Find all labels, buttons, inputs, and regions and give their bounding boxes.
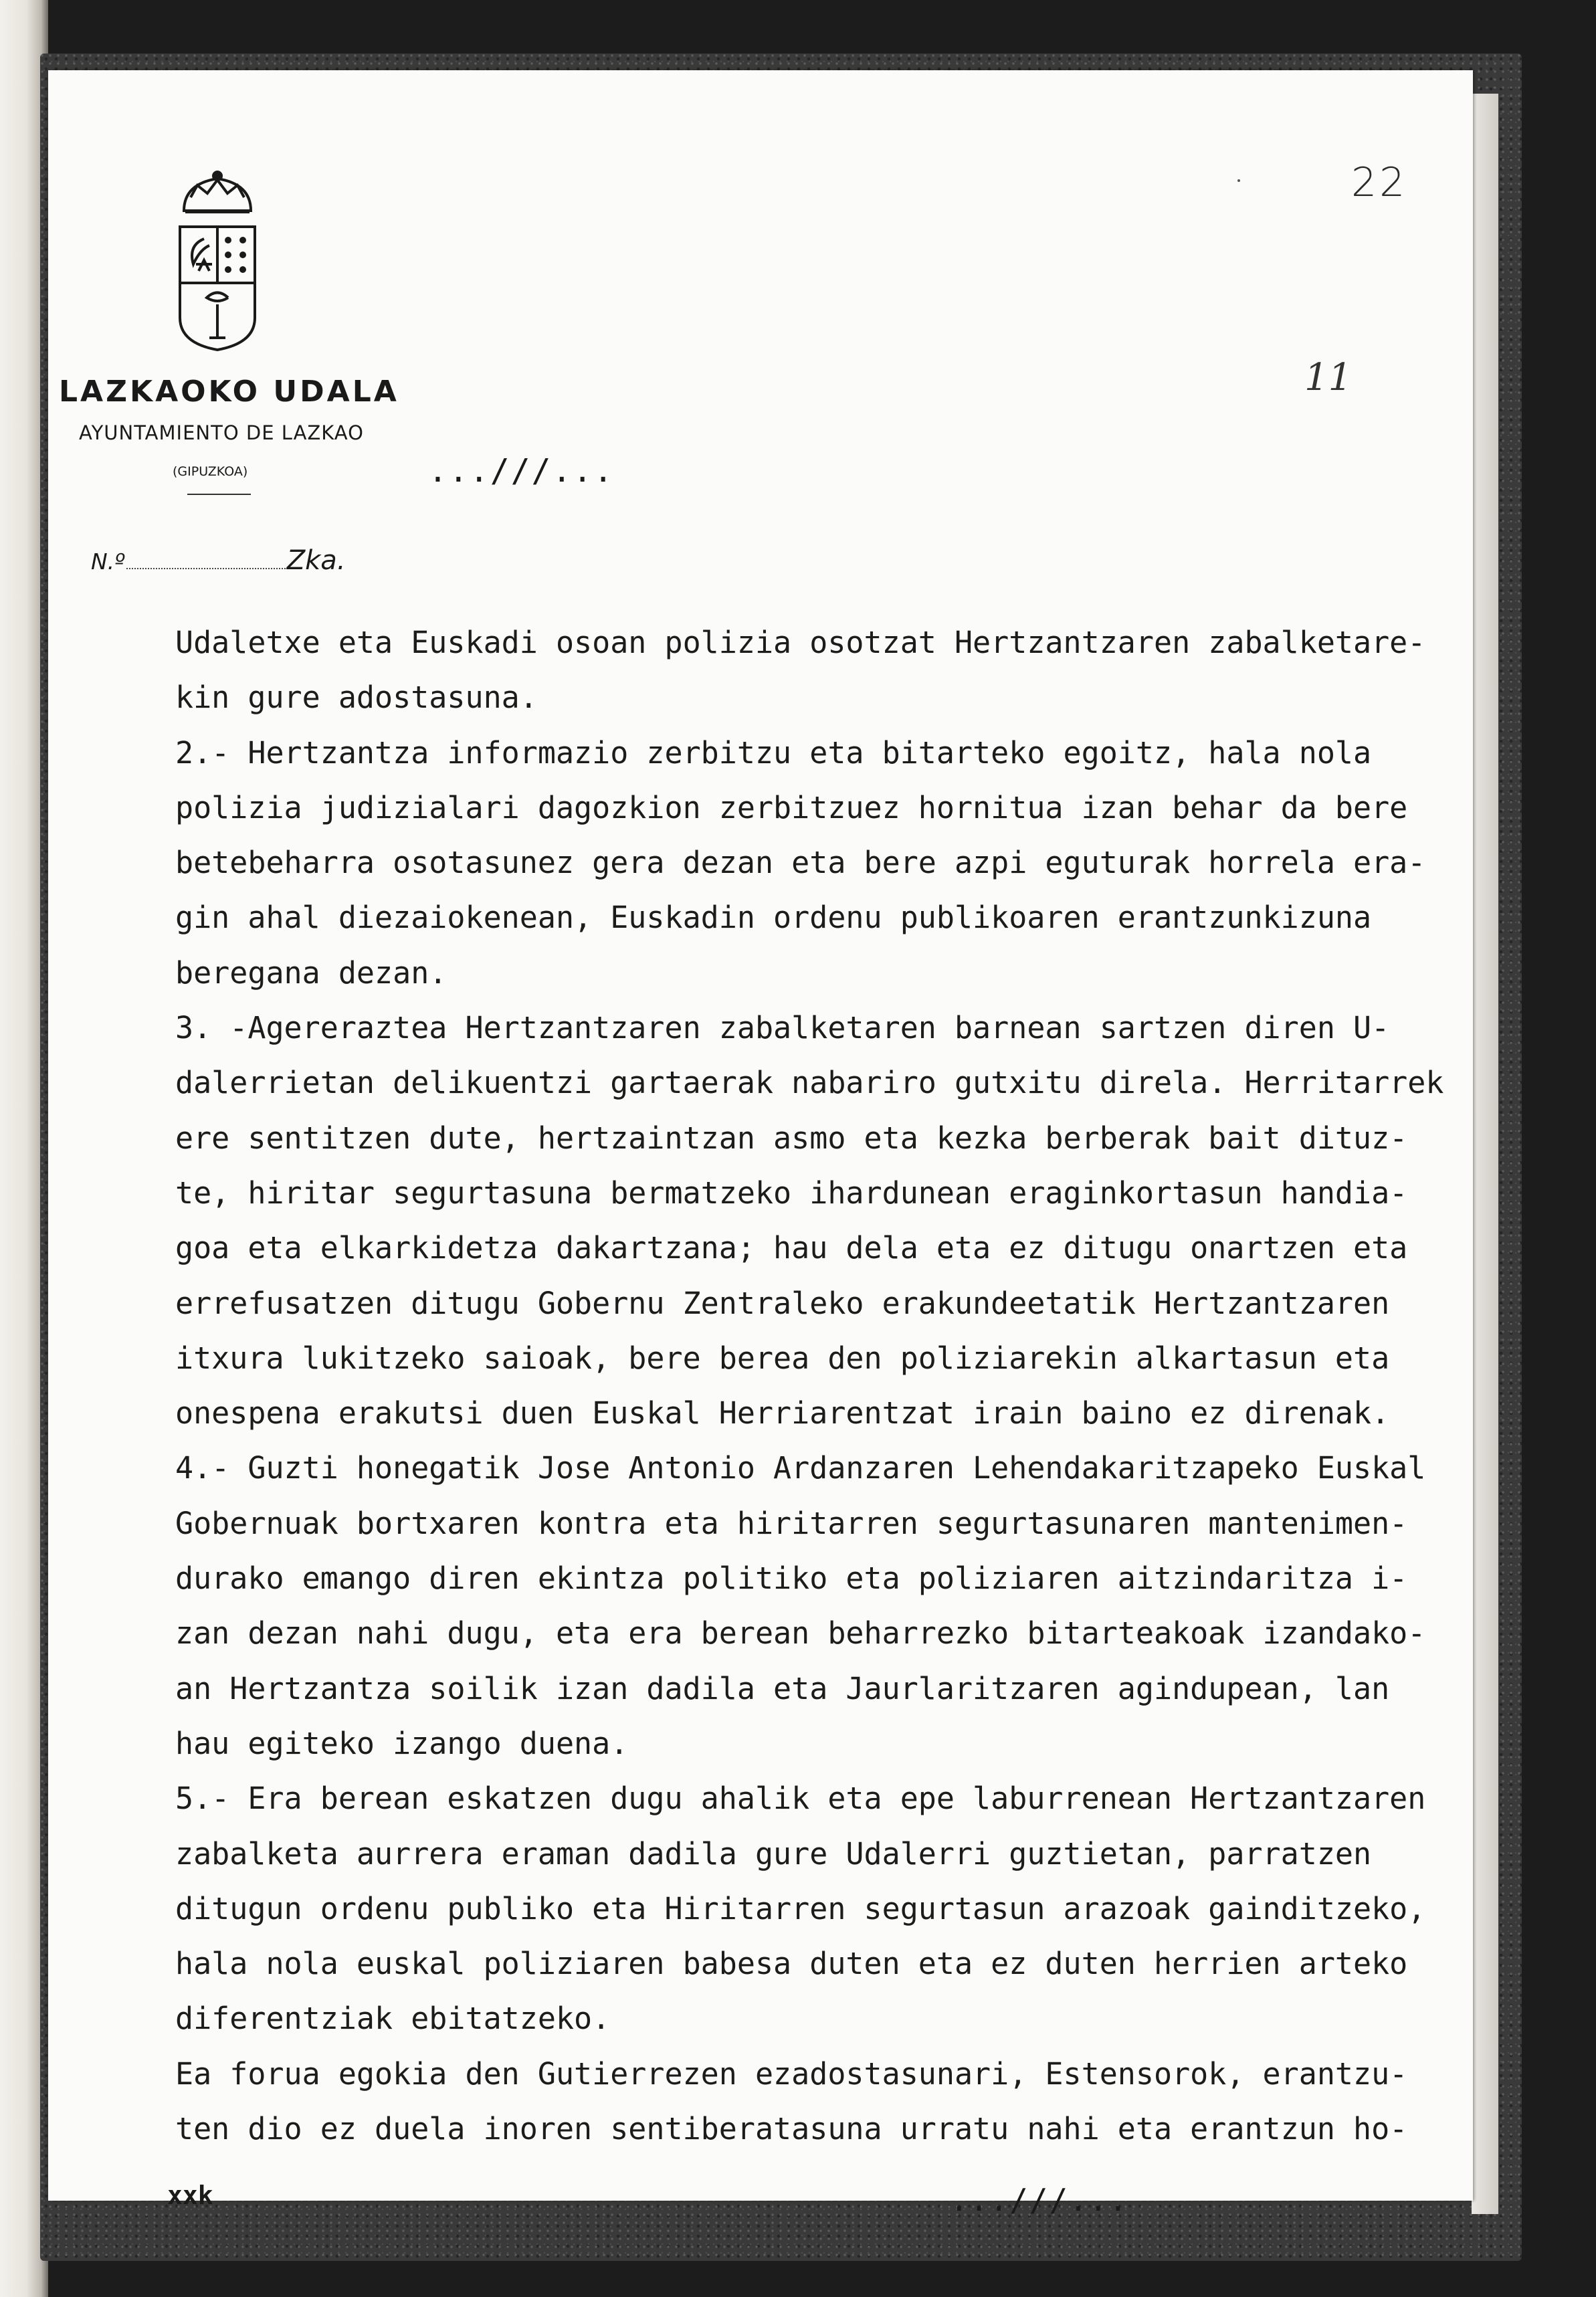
- number-label: N.º: [91, 548, 125, 575]
- body-line: durako emango diren ekintza politiko eta poliziaren aitzindaritza i-: [175, 1561, 1408, 1597]
- body-line: 3. -Agereraztea Hertzantzaren zabalketaren barnean sartzen diren U-: [175, 1010, 1390, 1046]
- body-line: errefusatzen ditugu Gobernu Zentraleko erakundeetatik Hertzantzaren: [175, 1285, 1390, 1321]
- body-line: dalerrietan delikuentzi gartaerak nabariro gutxitu direla. Herritarrek: [175, 1065, 1444, 1101]
- body-line: itxura lukitzeko saioak, bere berea den poliziarekin alkartasun eta: [175, 1340, 1390, 1376]
- number-suffix: Zka.: [286, 545, 346, 576]
- body-line: onespena erakutsi duen Euskal Herriarentzat irain baino ez direnak.: [175, 1395, 1390, 1431]
- body-text: [175, 615, 1460, 2157]
- continuation-marker-bottom: ...///...: [950, 2182, 1129, 2218]
- body-line: Ea forua egokia den Gutierrezen ezadostasunari, Estensorok, erantzu-: [175, 2056, 1408, 2092]
- footer-code: xxk: [167, 2181, 213, 2210]
- number-value: [126, 568, 286, 569]
- body-line: ten dio ez duela inoren sentiberatasuna urratu nahi eta erantzun ho-: [175, 2111, 1408, 2147]
- paper-speck: [1237, 179, 1240, 182]
- body-line: ere sentitzen dute, hertzaintzan asmo eta kezka berberak bait dituz-: [175, 1120, 1408, 1156]
- coat-of-arms-icon: [171, 171, 264, 365]
- number-field: [91, 545, 346, 576]
- body-line: ditugun ordenu publiko eta Hiritarren segurtasun arazoak gainditzeko,: [175, 1890, 1426, 1926]
- body-line: Udaletxe eta Euskadi osoan polizia osotzat Hertzantzaren zabalketare-: [175, 625, 1426, 660]
- body-line: hau egiteko izango duena.: [175, 1725, 629, 1761]
- body-line: betebeharra osotasunez gera dezan eta bere azpi eguturak horrela era-: [175, 845, 1426, 881]
- page-stack-edge: [1472, 94, 1498, 2214]
- body-line: 4.- Guzti honegatik Jose Antonio Ardanzaren Lehendakaritzapeko Euskal: [175, 1450, 1426, 1486]
- body-line: 5.- Era berean eskatzen dugu ahalik eta epe laburrenean Hertzantzaren: [175, 1781, 1426, 1817]
- org-subtitle: AYUNTAMIENTO DE LAZKAO: [79, 421, 364, 444]
- body-line: polizia judizialari dagozkion zerbitzuez hornitua izan behar da bere: [175, 789, 1408, 825]
- body-line: zan dezan nahi dugu, eta era berean beharrezko bitarteakoak izandako-: [175, 1615, 1426, 1652]
- page-number: 22: [1351, 159, 1408, 206]
- body-line: goa eta elkarkidetza dakartzana; hau dela eta ez ditugu onartzen eta: [175, 1230, 1408, 1266]
- body-line: 2.- Hertzantza informazio zerbitzu eta bitarteko egoitz, hala nola: [175, 734, 1372, 771]
- body-line: te, hiritar segurtasuna bermatzeko ihardunean eraginkortasun handia-: [175, 1175, 1408, 1211]
- body-line: an Hertzantza soilik izan dadila eta Jaurlaritzaren agindupean, lan: [175, 1670, 1390, 1706]
- body-line: beregana dezan.: [175, 955, 447, 991]
- divider: [187, 494, 251, 495]
- org-name: LAZKAOKO UDALA: [59, 375, 399, 409]
- body-line: hala nola euskal poliziaren babesa duten eta ez duten herrien arteko: [175, 1946, 1408, 1982]
- continuation-marker-top: ...///...: [428, 452, 615, 490]
- handwritten-mark: 11: [1304, 356, 1353, 399]
- body-line: kin gure adostasuna.: [175, 680, 538, 716]
- body-line: Gobernuak bortxaren kontra eta hiritarren segurtasunaren mantenimen-: [175, 1505, 1408, 1541]
- body-line: zabalketa aurrera eraman dadila gure Udalerri guztietan, parratzen: [175, 1835, 1372, 1872]
- org-province: (GIPUZKOA): [173, 464, 248, 479]
- body-line: diferentziak ebitatzeko.: [175, 2001, 611, 2037]
- body-line: gin ahal diezaiokenean, Euskadin ordenu publikoaren erantzunkizuna: [175, 900, 1372, 936]
